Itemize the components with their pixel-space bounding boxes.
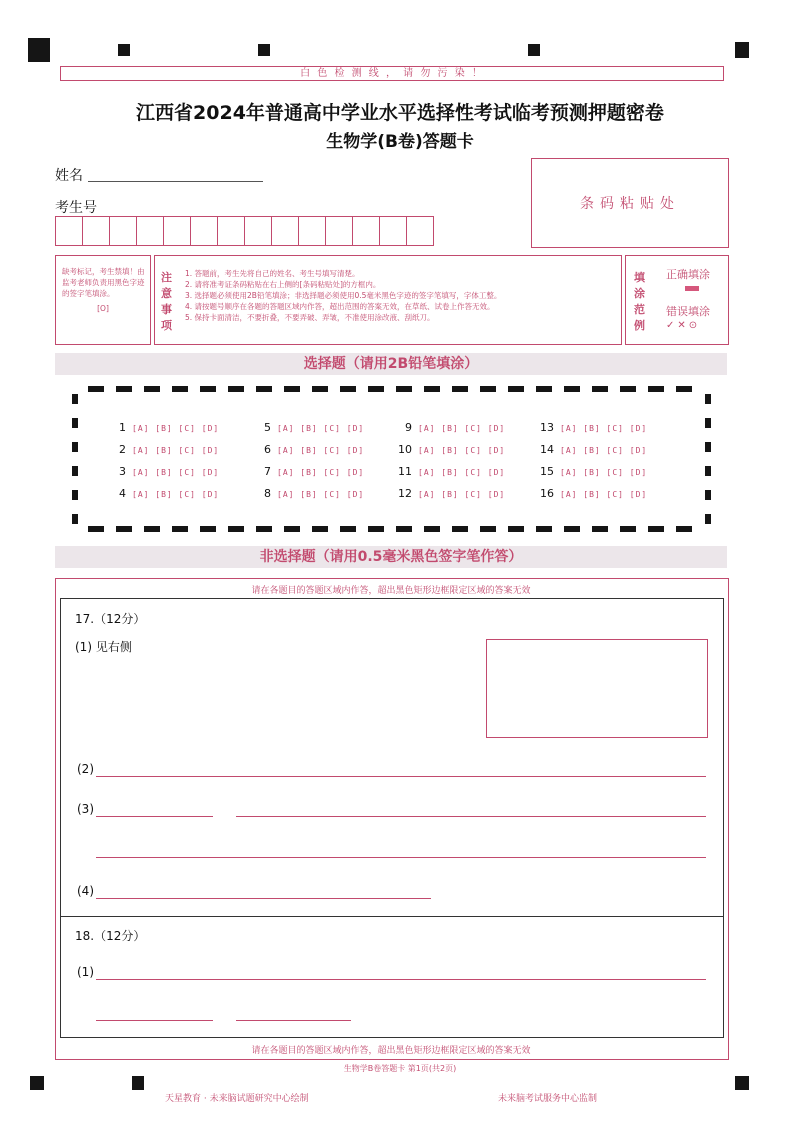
answer-area-notice-bottom: 请在各题目的答题区域内作答，超出黑色矩形边框限定区域的答案无效 xyxy=(251,1046,531,1056)
mc-question-number: 3 xyxy=(119,465,126,478)
answer-area-notice-top: 请在各题目的答题区域内作答，超出黑色矩形边框限定区域的答案无效 xyxy=(251,586,531,596)
page-indicator: 生物学B卷答题卡 第1页(共2页) xyxy=(343,1064,457,1073)
timing-mark xyxy=(735,1076,749,1090)
mc-question[interactable] xyxy=(396,421,526,434)
mc-question-number: 10 xyxy=(398,443,412,456)
notice-item: 5. 保持卡面清洁，不要折叠，不要弄破、弄皱，不准使用涂改液、刮纸刀。 xyxy=(185,313,435,322)
mc-question-number: 4 xyxy=(119,487,126,500)
mc-question[interactable] xyxy=(538,465,668,478)
q17-part4-line[interactable] xyxy=(96,898,431,899)
mc-frame-right xyxy=(705,394,711,528)
mc-question-number: 15 xyxy=(540,465,554,478)
registration-mark xyxy=(28,38,50,62)
q17-part2-line[interactable] xyxy=(96,776,706,777)
footer-left-credit: 天星教育 · 未来脑试题研究中心绘制 xyxy=(165,1094,309,1104)
mc-question[interactable] xyxy=(110,465,240,478)
exam-number-label: 考生号 xyxy=(55,200,97,216)
mc-question-number: 11 xyxy=(398,465,412,478)
name-label: 姓名 xyxy=(55,168,83,184)
mc-question-number: 13 xyxy=(540,421,554,434)
mc-question[interactable] xyxy=(538,421,668,434)
non-choice-header: 非选择题（请用0.5毫米黑色签字笔作答） xyxy=(55,546,727,568)
mc-options[interactable]: [A] [B] [C] [D] xyxy=(418,468,506,477)
wrong-fill-label: 错误填涂 xyxy=(666,305,710,318)
missing-exam-mark-box xyxy=(55,255,151,345)
multiple-choice-header: 选择题（请用2B铅笔填涂） xyxy=(55,353,727,375)
notice-list xyxy=(185,268,615,323)
footer-right-credit: 未来脑考试服务中心监制 xyxy=(498,1094,598,1104)
mc-question[interactable] xyxy=(255,487,385,500)
q17-part2-label: (2) xyxy=(77,762,94,776)
mc-question-number: 8 xyxy=(264,487,271,500)
q17-part4-label: (4) xyxy=(77,884,94,898)
q17-part3-line-a[interactable] xyxy=(96,816,213,817)
mc-question[interactable] xyxy=(255,443,385,456)
mc-frame-left xyxy=(72,394,78,528)
mc-options[interactable]: [A] [B] [C] [D] xyxy=(132,490,220,499)
mc-options[interactable]: [A] [B] [C] [D] xyxy=(277,468,365,477)
timing-mark xyxy=(118,44,130,56)
mc-options[interactable]: [A] [B] [C] [D] xyxy=(560,468,648,477)
mc-options[interactable]: [A] [B] [C] [D] xyxy=(560,446,648,455)
mc-frame-bottom xyxy=(88,526,700,532)
mc-question-number: 14 xyxy=(540,443,554,456)
registration-mark xyxy=(735,42,749,58)
mc-question[interactable] xyxy=(396,487,526,500)
mc-question[interactable] xyxy=(110,421,240,434)
mc-question-number: 16 xyxy=(540,487,554,500)
wrong-fill-marks: ✓✕⊙ xyxy=(666,320,701,331)
q18-part1-line-c[interactable] xyxy=(236,1020,351,1021)
mc-question[interactable] xyxy=(255,465,385,478)
q17-part3-line-c[interactable] xyxy=(96,857,706,858)
q17-part3-line-b[interactable] xyxy=(236,816,706,817)
name-field[interactable] xyxy=(88,180,263,182)
q18-part1-line[interactable] xyxy=(96,979,706,980)
mc-question-number: 7 xyxy=(264,465,271,478)
timing-mark xyxy=(528,44,540,56)
q18-title: 18.（12分） xyxy=(75,929,146,943)
mc-question[interactable] xyxy=(538,443,668,456)
notice-item: 2. 请将准考证条码粘贴在右上侧的[条码粘贴处]的方框内。 xyxy=(185,280,381,289)
mc-question[interactable] xyxy=(110,443,240,456)
mc-question[interactable] xyxy=(110,487,240,500)
mc-options[interactable]: [A] [B] [C] [D] xyxy=(132,446,220,455)
mc-options[interactable]: [A] [B] [C] [D] xyxy=(418,446,506,455)
mc-question-number: 12 xyxy=(398,487,412,500)
q17-title: 17.（12分） xyxy=(75,612,146,626)
mc-frame-top xyxy=(88,386,700,392)
q17-part3-label: (3) xyxy=(77,802,94,816)
fill-example-title: 填涂范例 xyxy=(634,271,645,332)
q17-part1: (1) 见右侧 xyxy=(75,640,132,654)
mc-options[interactable]: [A] [B] [C] [D] xyxy=(418,490,506,499)
missing-exam-note: 缺考标记，考生禁填！由监考老师负责用黑色字迹的签字笔填涂。 xyxy=(62,267,145,298)
correct-fill-label: 正确填涂 xyxy=(666,268,710,281)
mc-options[interactable]: [A] [B] [C] [D] xyxy=(418,424,506,433)
q18-part1-label: (1) xyxy=(77,965,94,979)
exam-title: 江西省2024年普通高中学业水平选择性考试临考预测押题密卷 xyxy=(136,102,664,124)
notice-item: 1. 答题前，考生先将自己的姓名、考生号填写清楚。 xyxy=(185,269,360,278)
notice-box xyxy=(154,255,622,345)
timing-mark xyxy=(258,44,270,56)
white-detection-strip: 白 色 检 测 线 ， 请 勿 污 染 ！ xyxy=(60,66,724,81)
mc-question-number: 2 xyxy=(119,443,126,456)
mc-options[interactable]: [A] [B] [C] [D] xyxy=(132,424,220,433)
mc-question-number: 5 xyxy=(264,421,271,434)
notice-item: 4. 请按题号顺序在各题的答题区域内作答，超出范围的答案无效，在草纸、试卷上作答无效。 xyxy=(185,302,495,311)
mc-question-number: 6 xyxy=(264,443,271,456)
timing-mark xyxy=(132,1076,144,1090)
mc-question[interactable] xyxy=(255,421,385,434)
missing-exam-checkbox[interactable]: [O] xyxy=(97,304,109,313)
mc-question[interactable] xyxy=(396,465,526,478)
mc-question-number: 9 xyxy=(405,421,412,434)
mc-question[interactable] xyxy=(396,443,526,456)
mc-options[interactable]: [A] [B] [C] [D] xyxy=(277,424,365,433)
correct-fill-mark xyxy=(685,286,699,291)
notice-title: 注意事项 xyxy=(161,271,172,332)
fill-example-box xyxy=(625,255,729,345)
mc-options[interactable]: [A] [B] [C] [D] xyxy=(277,446,365,455)
mc-options[interactable]: [A] [B] [C] [D] xyxy=(277,490,365,499)
mc-options[interactable]: [A] [B] [C] [D] xyxy=(132,468,220,477)
notice-item: 3. 选择题必须使用2B铅笔填涂；非选择题必须使用0.5毫米黑色字迹的签字笔填写，字体工整。 xyxy=(185,291,502,300)
mc-options[interactable]: [A] [B] [C] [D] xyxy=(560,424,648,433)
mc-question-number: 1 xyxy=(119,421,126,434)
barcode-area: 条码粘贴处 xyxy=(531,158,729,248)
q18-part1-line-b[interactable] xyxy=(96,1020,213,1021)
timing-mark xyxy=(30,1076,44,1090)
answer-sheet-title: 生物学(B卷)答题卡 xyxy=(326,132,474,152)
q17-drawing-box[interactable] xyxy=(486,639,708,738)
mc-question[interactable] xyxy=(538,487,668,500)
exam-number-grid[interactable] xyxy=(55,216,434,246)
mc-options[interactable]: [A] [B] [C] [D] xyxy=(560,490,648,499)
